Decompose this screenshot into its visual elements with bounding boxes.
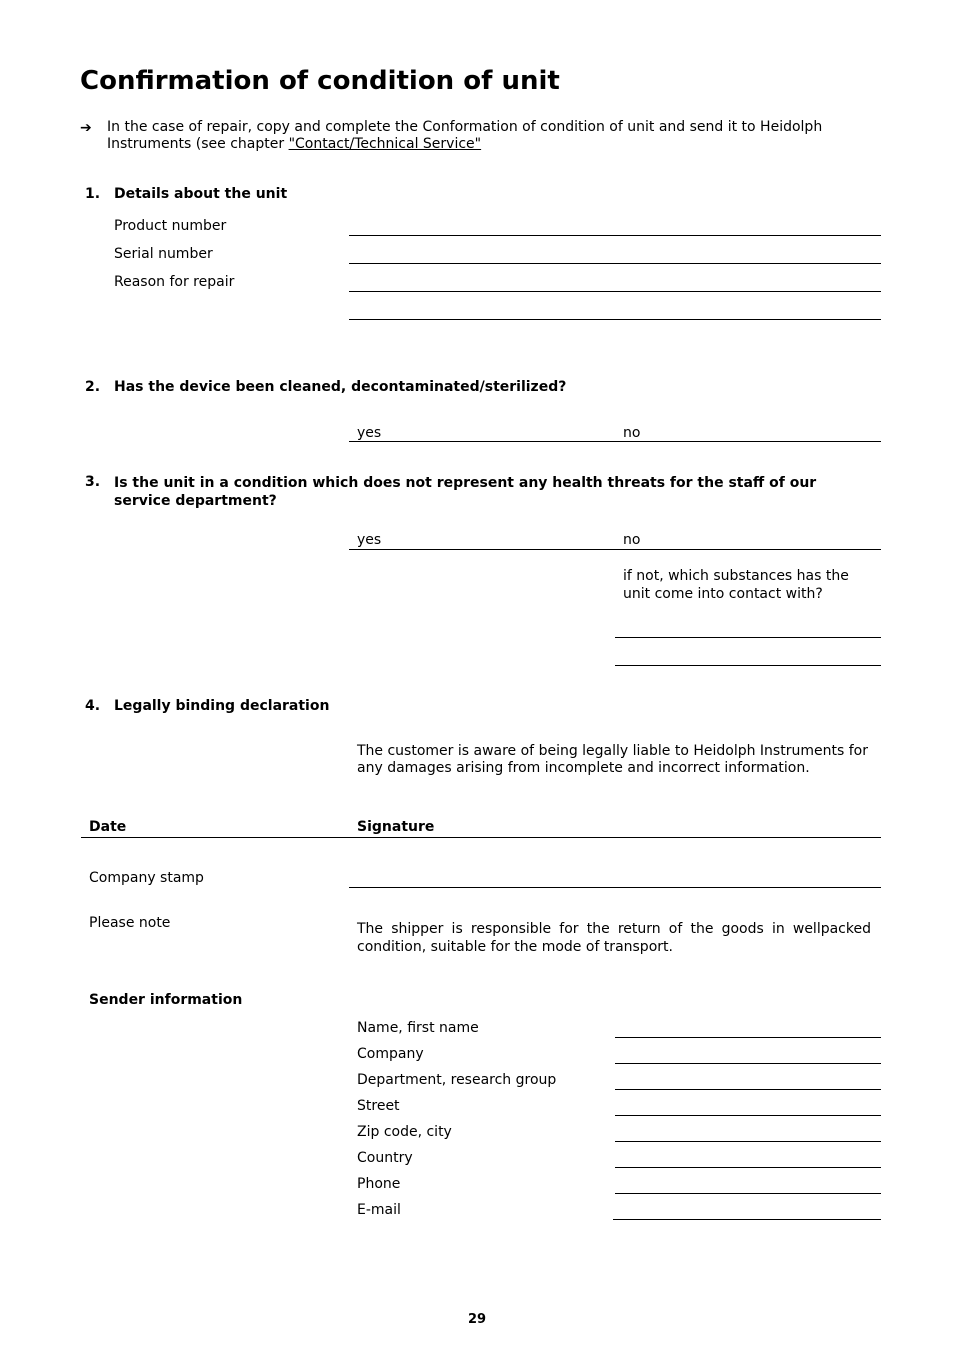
sender-street-field[interactable]: [615, 1115, 881, 1116]
sender-name-field[interactable]: [615, 1037, 881, 1038]
cleaned-no-option[interactable]: no: [623, 425, 641, 441]
substances-field-2[interactable]: [615, 665, 881, 666]
sender-company-label: Company: [357, 1046, 424, 1062]
sender-zip-city-label: Zip code, city: [357, 1124, 452, 1140]
section-1-heading: Details about the unit: [114, 186, 288, 202]
sender-department-label: Department, research group: [357, 1072, 557, 1088]
signature-label: Signature: [357, 819, 435, 835]
intro-sentence: In the case of repair, copy and complete the Conformation of condition of unit and send it to Heidolph Instruments (see chapter: [107, 119, 823, 152]
sender-phone-label: Phone: [357, 1176, 401, 1192]
sender-phone-field[interactable]: [615, 1193, 881, 1194]
sender-country-field[interactable]: [615, 1167, 881, 1168]
sender-street-label: Street: [357, 1098, 400, 1114]
reason-for-repair-field[interactable]: [349, 291, 881, 292]
substances-field[interactable]: [615, 637, 881, 638]
reason-for-repair-field-2[interactable]: [349, 319, 881, 320]
date-label: Date: [89, 819, 127, 835]
sender-email-label: E-mail: [357, 1202, 401, 1218]
product-number-field[interactable]: [349, 235, 881, 236]
section-3-number: 3.: [85, 474, 101, 490]
cleaned-answer-line: [349, 441, 881, 442]
declaration-text: The customer is aware of being legally liable to Heidolph Instruments for any damages arising from incomplete and incorrect information.: [357, 743, 868, 776]
health-no-option[interactable]: no: [623, 532, 641, 548]
date-signature-line[interactable]: [81, 837, 881, 838]
please-note-text: The shipper is responsible for the return of the goods in wellpacked condition, suitable for the mode of transport.: [357, 921, 871, 955]
section-2-heading: Has the device been cleaned, decontaminated/sterilized?: [114, 379, 567, 395]
sender-department-field[interactable]: [615, 1089, 881, 1090]
sender-email-field[interactable]: [613, 1219, 881, 1220]
sender-company-field[interactable]: [615, 1063, 881, 1064]
sender-zip-city-field[interactable]: [615, 1141, 881, 1142]
health-answer-line: [349, 549, 881, 550]
serial-number-field[interactable]: [349, 263, 881, 264]
cleaned-yes-option[interactable]: yes: [357, 425, 382, 441]
serial-number-label: Serial number: [114, 246, 213, 262]
arrow-right-icon: ➔: [80, 120, 92, 136]
page-title: Confirmation of condition of unit: [80, 66, 560, 96]
section-4-heading: Legally binding declaration: [114, 698, 330, 714]
section-1-number: 1.: [85, 186, 101, 202]
company-stamp-field[interactable]: [349, 887, 881, 888]
sender-info-heading: Sender information: [89, 992, 243, 1008]
substances-question: if not, which substances has the unit come into contact with?: [623, 568, 849, 602]
company-stamp-label: Company stamp: [89, 870, 204, 886]
page-number: 29: [467, 1312, 487, 1327]
reason-for-repair-label: Reason for repair: [114, 274, 235, 290]
health-yes-option[interactable]: yes: [357, 532, 382, 548]
contact-technical-service-link[interactable]: "Contact/Technical Service": [288, 136, 482, 152]
section-3-heading: Is the unit in a condition which does not represent any health threats for the staff of our service department?: [114, 475, 817, 509]
please-note-label: Please note: [89, 915, 171, 931]
section-4-number: 4.: [85, 698, 101, 714]
product-number-label: Product number: [114, 218, 227, 234]
section-2-number: 2.: [85, 379, 101, 395]
sender-name-label: Name, first name: [357, 1020, 479, 1036]
intro-text: [107, 119, 877, 153]
sender-country-label: Country: [357, 1150, 413, 1166]
